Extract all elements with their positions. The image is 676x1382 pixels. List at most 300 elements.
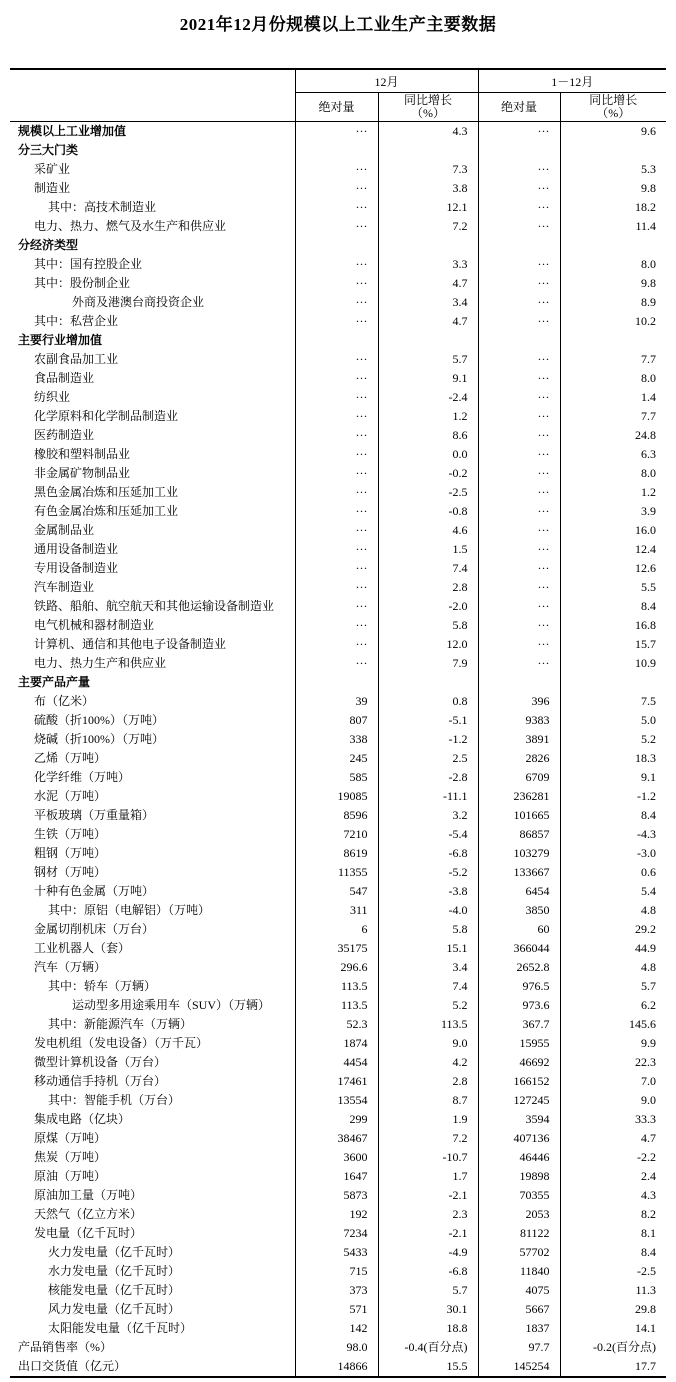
cell-value: ··· — [478, 179, 560, 198]
cell-value: 30.1 — [378, 1300, 478, 1319]
cell-value: 24.8 — [635, 428, 657, 442]
cell-value: 396 — [478, 692, 560, 711]
cell-value — [560, 236, 666, 255]
cell-value: ··· — [295, 350, 378, 369]
cell-value: 11.4 — [635, 219, 657, 233]
cell-value: ··· — [295, 198, 378, 217]
cell-value: -0.4(百分点) — [378, 1338, 478, 1357]
cell-value: 52.3 — [295, 1015, 378, 1034]
cell-value: 70355 — [478, 1186, 560, 1205]
table-row — [10, 1091, 666, 1110]
cell-value: ··· — [478, 445, 560, 464]
cell-value: 9.1 — [378, 369, 478, 388]
cell-value: -2.2 — [637, 1150, 657, 1164]
col-header-text: （%） — [411, 106, 445, 120]
table-row — [10, 122, 666, 142]
cell-value: 3594 — [478, 1110, 560, 1129]
cell-value: ··· — [295, 578, 378, 597]
cell-value: 29.8 — [635, 1302, 657, 1316]
cell-value: 8.4 — [641, 599, 657, 613]
table-row — [10, 1053, 666, 1072]
cell-value: ··· — [295, 559, 378, 578]
row-label: 十种有色金属（万吨） — [10, 882, 295, 901]
cell-value: ··· — [295, 369, 378, 388]
cell-value: 57702 — [478, 1243, 560, 1262]
cell-value: -1.2 — [378, 730, 478, 749]
cell-value: ··· — [478, 369, 560, 388]
cell-value: 9.6 — [641, 124, 657, 138]
cell-value: 1874 — [295, 1034, 378, 1053]
cell-value: 4075 — [478, 1281, 560, 1300]
row-label: 橡胶和塑料制品业 — [10, 445, 295, 464]
cell-value: 6454 — [478, 882, 560, 901]
row-label: 其中：股份制企业 — [10, 274, 295, 293]
cell-value: ··· — [478, 293, 560, 312]
cell-value: 5.7 — [378, 1281, 478, 1300]
cell-value: ··· — [295, 597, 378, 616]
table-row — [10, 977, 666, 996]
row-label: 其中：轿车（万辆） — [10, 977, 295, 996]
row-label: 纺织业 — [10, 388, 295, 407]
table-row — [10, 863, 666, 882]
table-row — [10, 825, 666, 844]
table-row — [10, 521, 666, 540]
cell-value: 9.9 — [641, 1036, 657, 1050]
cell-value: 4.2 — [378, 1053, 478, 1072]
cell-value: 2.4 — [641, 1169, 657, 1183]
table-row — [10, 274, 666, 293]
row-label: 硫酸（折100%）（万吨） — [10, 711, 295, 730]
cell-value: 8.9 — [641, 295, 657, 309]
cell-value: 5.3 — [641, 162, 657, 176]
cell-value: ··· — [478, 407, 560, 426]
row-label: 农副食品加工业 — [10, 350, 295, 369]
row-label: 规模以上工业增加值 — [10, 122, 295, 142]
cell-value: 7.9 — [378, 654, 478, 673]
table-row — [10, 160, 666, 179]
cell-value: ··· — [478, 350, 560, 369]
row-label: 工业机器人（套） — [10, 939, 295, 958]
table-row — [10, 293, 666, 312]
table-row — [10, 141, 666, 160]
cell-value: ··· — [295, 502, 378, 521]
cell-value: 19085 — [295, 787, 378, 806]
row-label: 移动通信手持机（万台） — [10, 1072, 295, 1091]
col-header-text: （%） — [596, 106, 631, 120]
cell-value: -11.1 — [378, 787, 478, 806]
cell-value: 3.4 — [378, 958, 478, 977]
table-row — [10, 350, 666, 369]
row-label: 其中：高技术制造业 — [10, 198, 295, 217]
cell-value: 2652.8 — [478, 958, 560, 977]
cell-value: ··· — [478, 464, 560, 483]
row-label: 其中：国有控股企业 — [10, 255, 295, 274]
cell-value: ··· — [478, 559, 560, 578]
cell-value: ··· — [295, 654, 378, 673]
cell-value: ··· — [478, 635, 560, 654]
cell-value: 5.7 — [641, 979, 657, 993]
row-label: 食品制造业 — [10, 369, 295, 388]
cell-value: 715 — [295, 1262, 378, 1281]
row-label: 出口交货值（亿元） — [10, 1357, 295, 1377]
row-label: 核能发电量（亿千瓦时） — [10, 1281, 295, 1300]
cell-value: ··· — [478, 426, 560, 445]
table-row — [10, 1072, 666, 1091]
cell-value: ··· — [295, 122, 378, 142]
cell-value: ··· — [295, 426, 378, 445]
row-label: 制造业 — [10, 179, 295, 198]
cell-value: ··· — [295, 293, 378, 312]
table-row — [10, 692, 666, 711]
cell-value: 1.5 — [378, 540, 478, 559]
table-row — [10, 502, 666, 521]
table-row — [10, 217, 666, 236]
cell-value: 12.6 — [635, 561, 657, 575]
cell-value: 0.0 — [378, 445, 478, 464]
cell-value: ··· — [478, 521, 560, 540]
table-header — [10, 69, 666, 122]
table-row — [10, 616, 666, 635]
cell-value: 8.7 — [378, 1091, 478, 1110]
row-label: 金属制品业 — [10, 521, 295, 540]
group-header-jan-dec: 1－12月 — [478, 69, 666, 93]
cell-value: 14.1 — [635, 1321, 657, 1335]
cell-value: 81122 — [478, 1224, 560, 1243]
cell-value: -2.1 — [378, 1186, 478, 1205]
cell-value: ··· — [478, 654, 560, 673]
cell-value: 1837 — [478, 1319, 560, 1338]
cell-value: 12.4 — [635, 542, 657, 556]
cell-value: 18.2 — [635, 200, 657, 214]
cell-value: -0.2(百分点) — [593, 1340, 657, 1354]
col-header-yoy-jandec — [560, 93, 666, 122]
row-label: 火力发电量（亿千瓦时） — [10, 1243, 295, 1262]
cell-value: 1.4 — [641, 390, 657, 404]
table-row — [10, 844, 666, 863]
col-header-text: 绝对量 — [501, 99, 538, 114]
row-label: 专用设备制造业 — [10, 559, 295, 578]
table-row — [10, 369, 666, 388]
cell-value: 6.3 — [641, 447, 657, 461]
cell-value: 9.8 — [641, 181, 657, 195]
cell-value: 2826 — [478, 749, 560, 768]
cell-value: 14866 — [295, 1357, 378, 1377]
cell-value — [560, 673, 666, 692]
table-row — [10, 1243, 666, 1262]
cell-value: 5.5 — [641, 580, 657, 594]
cell-value: 299 — [295, 1110, 378, 1129]
cell-value: 3.3 — [378, 255, 478, 274]
table-row — [10, 901, 666, 920]
table-row — [10, 1357, 666, 1377]
cell-value: 3.4 — [378, 293, 478, 312]
cell-value: 8.6 — [378, 426, 478, 445]
row-label: 金属切削机床（万台） — [10, 920, 295, 939]
cell-value: -2.4 — [378, 388, 478, 407]
cell-value: 3850 — [478, 901, 560, 920]
cell-value: 1647 — [295, 1167, 378, 1186]
cell-value: 338 — [295, 730, 378, 749]
cell-value: -3.8 — [378, 882, 478, 901]
cell-value: 547 — [295, 882, 378, 901]
cell-value: 5.7 — [378, 350, 478, 369]
cell-value: 3.8 — [378, 179, 478, 198]
table-row — [10, 958, 666, 977]
table-row — [10, 749, 666, 768]
table-row — [10, 1034, 666, 1053]
cell-value: 1.7 — [378, 1167, 478, 1186]
row-label: 铁路、船舶、航空航天和其他运输设备制造业 — [10, 597, 295, 616]
cell-value: 3600 — [295, 1148, 378, 1167]
table-row — [10, 635, 666, 654]
cell-value: 5.2 — [641, 732, 657, 746]
cell-value: 16.0 — [635, 523, 657, 537]
cell-value: 8619 — [295, 844, 378, 863]
cell-value: 7.2 — [378, 217, 478, 236]
cell-value: 15.5 — [378, 1357, 478, 1377]
row-label: 其中：原铝（电解铝）（万吨） — [10, 901, 295, 920]
cell-value: 113.5 — [295, 996, 378, 1015]
table-row — [10, 388, 666, 407]
col-header-absolute-jandec — [478, 93, 560, 122]
row-label: 化学原料和化学制品制造业 — [10, 407, 295, 426]
row-label: 微型计算机设备（万台） — [10, 1053, 295, 1072]
cell-value: 133667 — [478, 863, 560, 882]
row-label: 外商及港澳台商投资企业 — [10, 293, 295, 312]
row-label: 乙烯（万吨） — [10, 749, 295, 768]
row-label: 医药制造业 — [10, 426, 295, 445]
cell-value: ··· — [295, 540, 378, 559]
table-row — [10, 920, 666, 939]
cell-value: -10.7 — [378, 1148, 478, 1167]
cell-value: 4454 — [295, 1053, 378, 1072]
cell-value — [295, 673, 378, 692]
row-label: 水泥（万吨） — [10, 787, 295, 806]
cell-value: ··· — [295, 407, 378, 426]
row-label: 电力、热力生产和供应业 — [10, 654, 295, 673]
cell-value: -0.8 — [378, 502, 478, 521]
cell-value: 0.6 — [641, 865, 657, 879]
row-label: 非金属矿物制品业 — [10, 464, 295, 483]
cell-value: ··· — [295, 274, 378, 293]
page-title: 2021年12月份规模以上工业生产主要数据 — [179, 15, 497, 34]
cell-value: 44.9 — [635, 941, 657, 955]
cell-value: ··· — [478, 388, 560, 407]
table-row — [10, 255, 666, 274]
cell-value — [378, 331, 478, 350]
cell-value: 807 — [295, 711, 378, 730]
row-label: 采矿业 — [10, 160, 295, 179]
cell-value: 35175 — [295, 939, 378, 958]
cell-value: ··· — [478, 312, 560, 331]
table-row — [10, 768, 666, 787]
table-row — [10, 1281, 666, 1300]
table-row — [10, 1110, 666, 1129]
cell-value: 7.2 — [378, 1129, 478, 1148]
row-label: 产品销售率（%） — [10, 1338, 295, 1357]
table-row — [10, 483, 666, 502]
cell-value: 18.8 — [378, 1319, 478, 1338]
cell-value: ··· — [478, 198, 560, 217]
cell-value: 311 — [295, 901, 378, 920]
table-row — [10, 1205, 666, 1224]
cell-value: ··· — [295, 464, 378, 483]
cell-value: 101665 — [478, 806, 560, 825]
cell-value: 39 — [295, 692, 378, 711]
row-label: 原油（万吨） — [10, 1167, 295, 1186]
table-row — [10, 331, 666, 350]
cell-value: ··· — [295, 616, 378, 635]
cell-value: 7.7 — [641, 409, 657, 423]
cell-value: 9.1 — [641, 770, 657, 784]
cell-value: ··· — [478, 616, 560, 635]
cell-value: -5.1 — [378, 711, 478, 730]
cell-value: 7210 — [295, 825, 378, 844]
row-label: 汽车制造业 — [10, 578, 295, 597]
cell-value: 145254 — [478, 1357, 560, 1377]
table-row — [10, 1167, 666, 1186]
cell-value: 166152 — [478, 1072, 560, 1091]
cell-value: 11.3 — [635, 1283, 657, 1297]
cell-value: 38467 — [295, 1129, 378, 1148]
cell-value: 2.8 — [378, 578, 478, 597]
cell-value: 46692 — [478, 1053, 560, 1072]
row-label: 集成电路（亿块） — [10, 1110, 295, 1129]
cell-value — [560, 331, 666, 350]
cell-value: ··· — [478, 122, 560, 142]
cell-value: 4.3 — [378, 122, 478, 142]
row-label: 其中：私营企业 — [10, 312, 295, 331]
cell-value: 113.5 — [295, 977, 378, 996]
cell-value — [295, 141, 378, 160]
cell-value: 2.5 — [378, 749, 478, 768]
cell-value: 585 — [295, 768, 378, 787]
cell-value: 7.4 — [378, 977, 478, 996]
table-row — [10, 312, 666, 331]
cell-value: 12.1 — [378, 198, 478, 217]
cell-value: 296.6 — [295, 958, 378, 977]
cell-value: -4.3 — [637, 827, 657, 841]
row-label: 计算机、通信和其他电子设备制造业 — [10, 635, 295, 654]
cell-value: 86857 — [478, 825, 560, 844]
table-row — [10, 407, 666, 426]
table-row — [10, 1300, 666, 1319]
cell-value: 8.1 — [641, 1226, 657, 1240]
cell-value: ··· — [295, 635, 378, 654]
cell-value: 9.8 — [641, 276, 657, 290]
table-body — [10, 122, 666, 1378]
cell-value: 4.7 — [641, 1131, 657, 1145]
cell-value: -3.0 — [637, 846, 657, 860]
cell-value: 97.7 — [478, 1338, 560, 1357]
cell-value: 11840 — [478, 1262, 560, 1281]
row-label: 其中：智能手机（万台） — [10, 1091, 295, 1110]
table-row — [10, 1148, 666, 1167]
cell-value: 9.0 — [641, 1093, 657, 1107]
cell-value — [378, 141, 478, 160]
table-row — [10, 540, 666, 559]
group-header-row — [10, 69, 666, 93]
cell-value: ··· — [295, 255, 378, 274]
row-label: 原油加工量（万吨） — [10, 1186, 295, 1205]
table-row — [10, 1319, 666, 1338]
cell-value: 976.5 — [478, 977, 560, 996]
cell-value: 5.2 — [378, 996, 478, 1015]
cell-value: 3891 — [478, 730, 560, 749]
row-label: 钢材（万吨） — [10, 863, 295, 882]
row-label: 风力发电量（亿千瓦时） — [10, 1300, 295, 1319]
cell-value: 145.6 — [629, 1017, 657, 1031]
cell-value: 8.0 — [641, 371, 657, 385]
cell-value: 127245 — [478, 1091, 560, 1110]
row-label: 发电机组（发电设备）（万千瓦） — [10, 1034, 295, 1053]
row-label: 分三大门类 — [10, 141, 295, 160]
cell-value: 5.8 — [378, 920, 478, 939]
cell-value: 5.4 — [641, 884, 657, 898]
cell-value: -6.8 — [378, 844, 478, 863]
row-label: 汽车（万辆） — [10, 958, 295, 977]
cell-value: 7.7 — [641, 352, 657, 366]
table-row — [10, 1338, 666, 1357]
cell-value: 7.5 — [641, 694, 657, 708]
table-row — [10, 1186, 666, 1205]
cell-value: 7.3 — [378, 160, 478, 179]
row-label: 电力、热力、燃气及水生产和供应业 — [10, 217, 295, 236]
row-label: 主要产品产量 — [10, 673, 295, 692]
row-label: 运动型多用途乘用车（SUV）（万辆） — [10, 996, 295, 1015]
cell-value: ··· — [478, 160, 560, 179]
cell-value: -4.9 — [378, 1243, 478, 1262]
cell-value: 1.2 — [378, 407, 478, 426]
cell-value: 10.9 — [635, 656, 657, 670]
row-label: 主要行业增加值 — [10, 331, 295, 350]
cell-value: 8.4 — [641, 808, 657, 822]
cell-value: 1.9 — [378, 1110, 478, 1129]
table-row — [10, 996, 666, 1015]
row-label: 通用设备制造业 — [10, 540, 295, 559]
cell-value — [478, 331, 560, 350]
cell-value: ··· — [295, 179, 378, 198]
industrial-production-table — [10, 68, 666, 1378]
cell-value: 4.8 — [641, 960, 657, 974]
cell-value — [478, 141, 560, 160]
row-label: 化学纤维（万吨） — [10, 768, 295, 787]
row-label: 粗钢（万吨） — [10, 844, 295, 863]
table-row — [10, 654, 666, 673]
table-row — [10, 882, 666, 901]
cell-value: 571 — [295, 1300, 378, 1319]
cell-value: 6709 — [478, 768, 560, 787]
cell-value: 17461 — [295, 1072, 378, 1091]
cell-value: ··· — [295, 521, 378, 540]
col-header-yoy-dec — [378, 93, 478, 122]
row-label: 原煤（万吨） — [10, 1129, 295, 1148]
cell-value: 19898 — [478, 1167, 560, 1186]
cell-value: 15955 — [478, 1034, 560, 1053]
cell-value: 5667 — [478, 1300, 560, 1319]
row-label: 其中：新能源汽车（万辆） — [10, 1015, 295, 1034]
table-row — [10, 1224, 666, 1243]
cell-value — [378, 236, 478, 255]
cell-value: 8.4 — [641, 1245, 657, 1259]
cell-value: 103279 — [478, 844, 560, 863]
cell-value: 5.8 — [378, 616, 478, 635]
cell-value: 8.2 — [641, 1207, 657, 1221]
cell-value: 192 — [295, 1205, 378, 1224]
cell-value: 973.6 — [478, 996, 560, 1015]
row-label: 烧碱（折100%）（万吨） — [10, 730, 295, 749]
cell-value: -2.0 — [378, 597, 478, 616]
